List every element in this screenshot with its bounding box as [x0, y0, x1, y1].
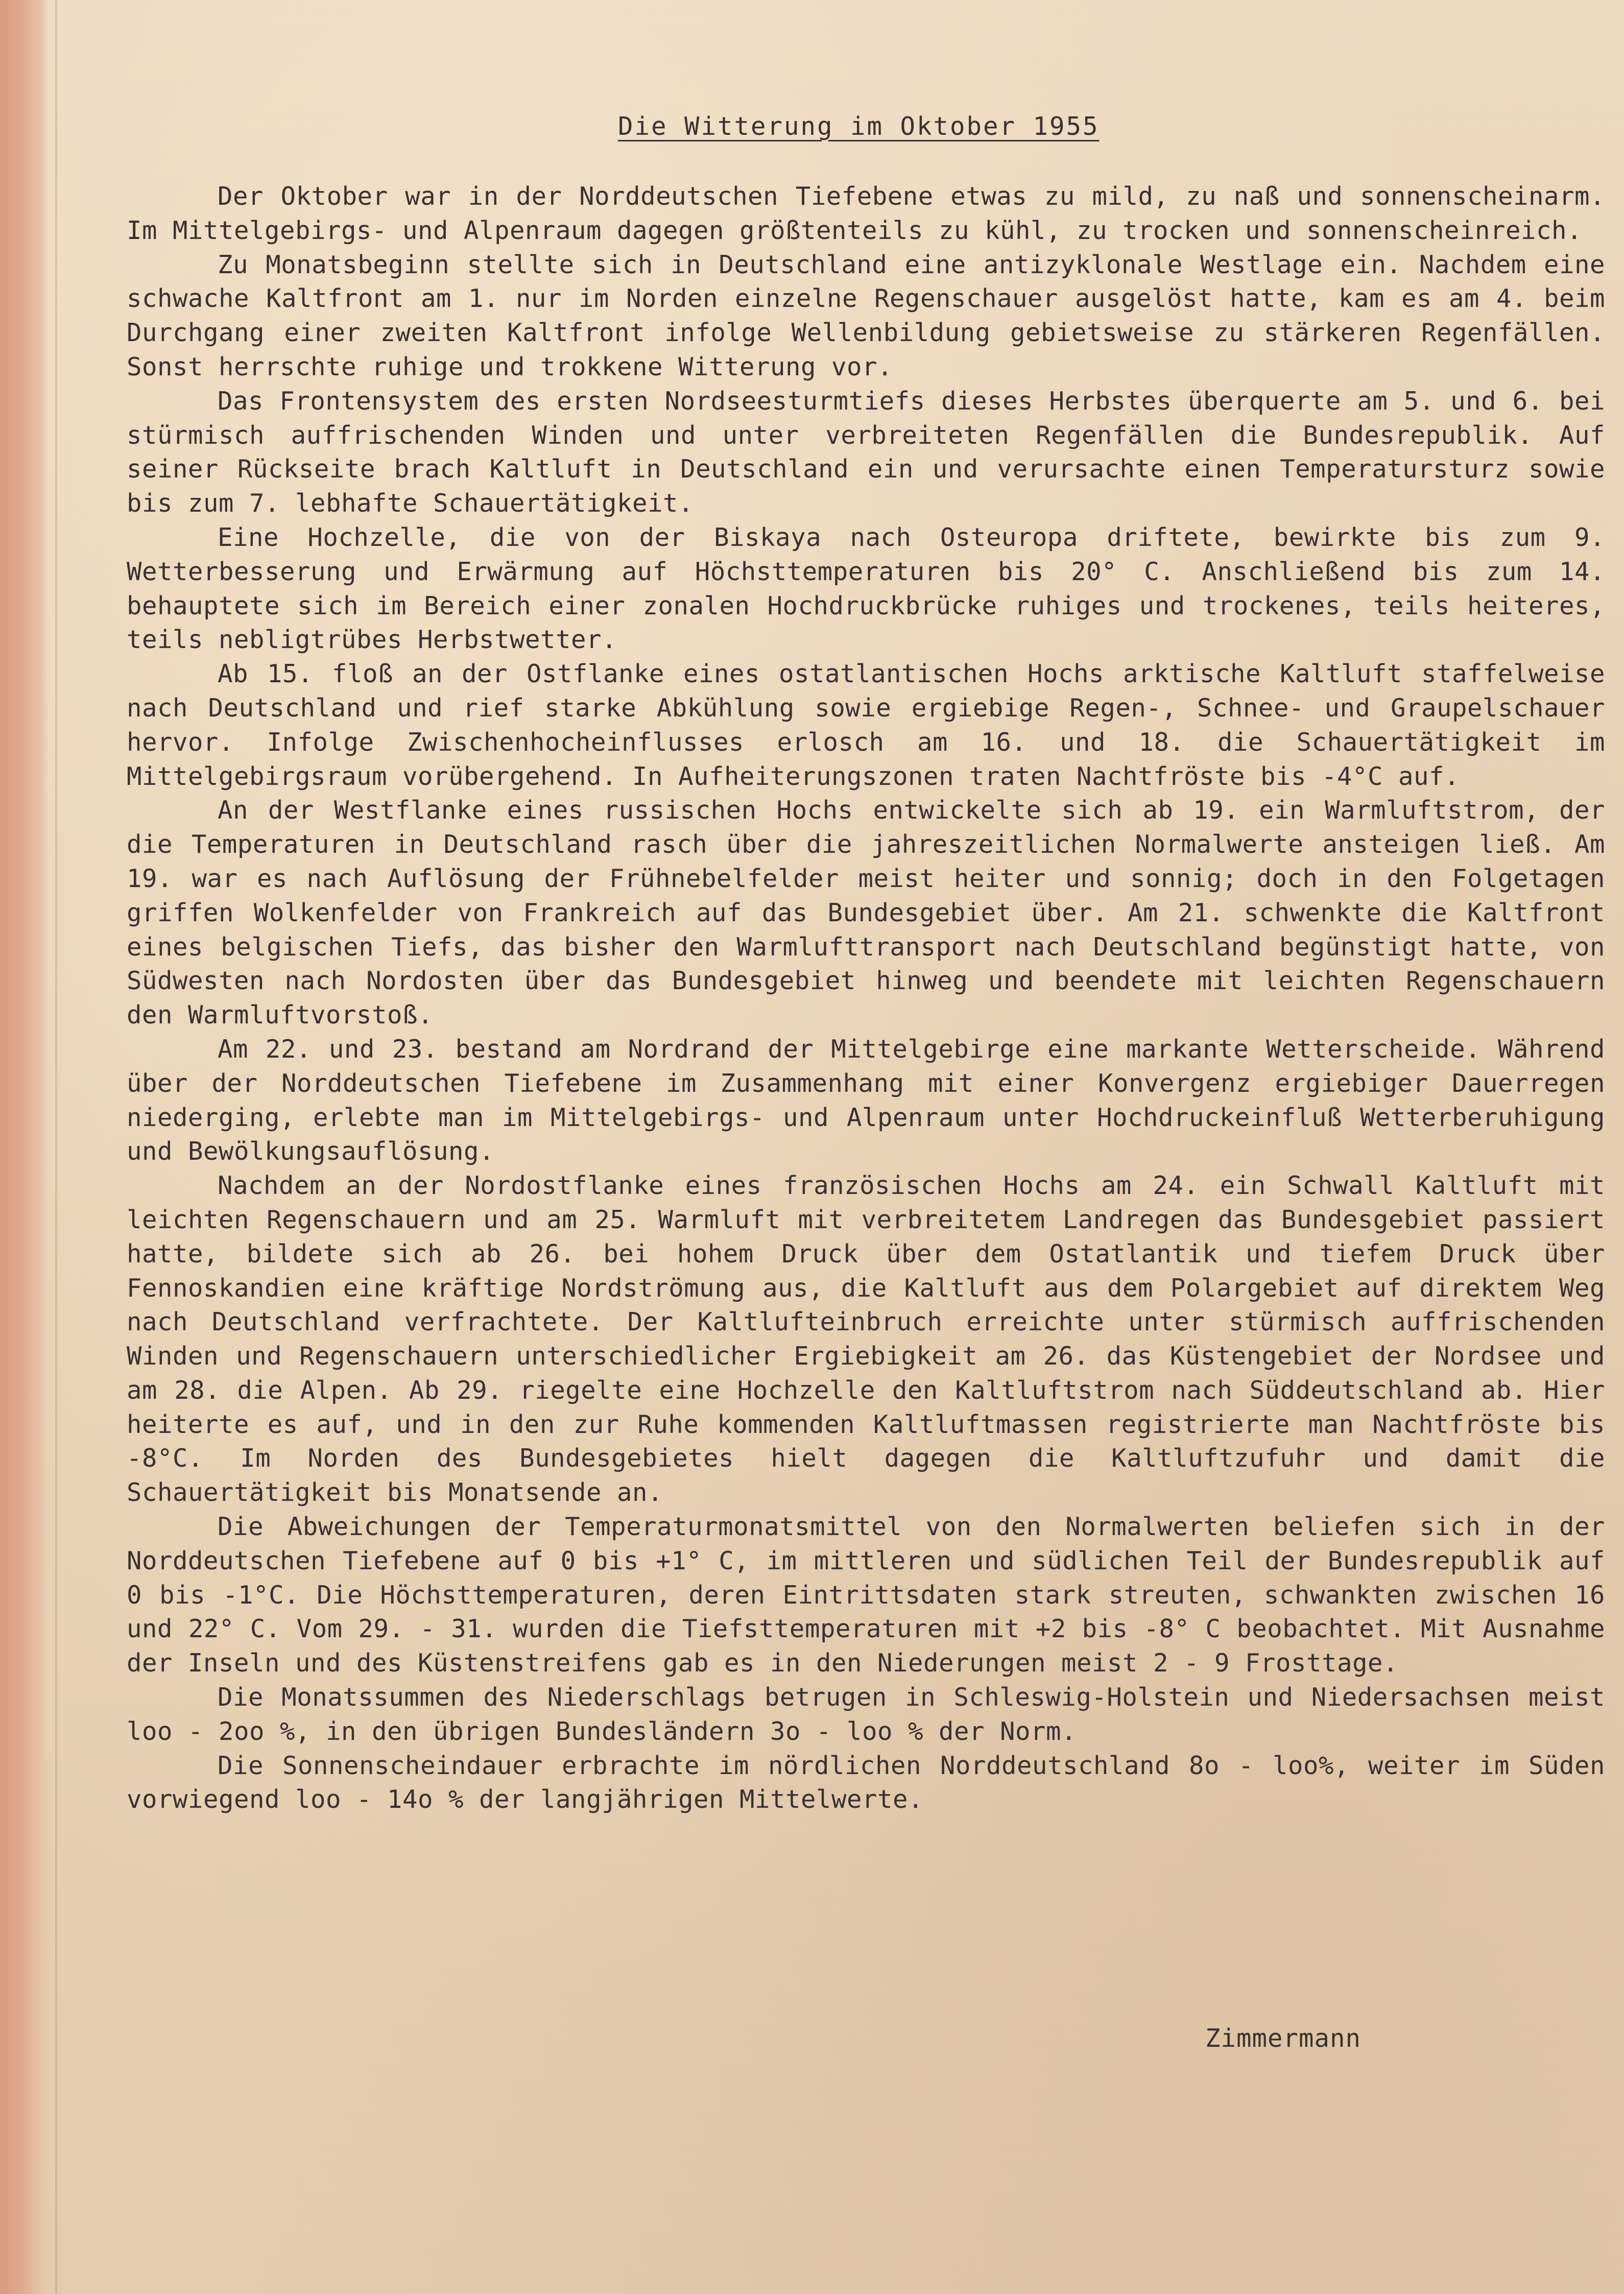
paragraph-warm-air: An der Westflanke eines russischen Hochs entwickelte sich ab 19. ein Warmluftstrom, der die Temperaturen in Deutschland rasch über die jahreszeitlichen Normalwerte ansteigen ließ. Am 19. war es nach Auflösung der Frühnebelfelder meist heiter und sonnig; doch in den Folgetagen griffen Wolkenfelder von Frankreich auf das Bundesgebiet über. Am 21. schwenkte die Kaltfront eines belgischen Tiefs, das bisher den Warmlufttransport nach Deutschland begünstigt hatte, von Südwesten nach Nordosten über das Bundesgebiet hinweg und beendete mit leichten Regenschauern den Warmluftvorstoß. [127, 796, 1605, 1030]
paragraph-frontal-system: Das Frontensystem des ersten Nordseesturmtiefs dieses Herbstes überquerte am 5. und 6. bei stürmisch auffrischenden Winden und unter verbreiteten Regenfällen die Bundesrepublik. Auf seiner Rückseite brach Kaltluft in Deutschland ein und verursachte einen Temperatursturz sowie bis zum 7. lebhafte Schauertätigkeit. [127, 386, 1605, 518]
paragraph-precipitation: Die Monatssummen des Niederschlags betrugen in Schleswig-Holstein und Niedersachsen meist loo - 2oo %, in den übrigen Bundesländern 3o - loo % der Norm. [127, 1683, 1605, 1746]
paragraph-sunshine: Die Sonnenscheindauer erbrachte im nördlichen Norddeutschland 8o - loo%, weiter im Süden vorwiegend loo - 14o % der langjährigen Mittelwerte. [127, 1751, 1605, 1814]
author-signature: Zimmermann [1205, 2024, 1362, 2053]
paragraph-high-cell: Eine Hochzelle, die von der Biskaya nach Osteuropa driftete, bewirkte bis zum 9. Wetterbesserung und Erwärmung auf Höchsttemperaturen bis 20° C. Anschließend bis zum 14. behauptete sich im Bereich einer zonalen Hochdruckbrücke ruhiges und trockenes, teils heiteres, teils nebligtrübes Herbstwetter. [127, 522, 1605, 655]
document-title: Die Witterung im Oktober 1955 [618, 112, 1100, 141]
page-fold-line [55, 0, 57, 2294]
paragraph-temperature-deviation: Die Abweichungen der Temperaturmonatsmittel von den Normalwerten beliefen sich in der Norddeutschen Tiefebene auf 0 bis +1° C, im mittleren und südlichen Teil der Bundesrepublik auf 0 bis -1°C. Die Höchsttemperaturen, deren Eintrittsdaten stark streuten, schwankten zwischen 16 und 22° C. Vom 29. - 31. wurden die Tiefsttemperaturen mit +2 bis -8° C beobachtet. Mit Ausnahme der Inseln und des Küstenstreifens gab es in den Niederungen meist 2 - 9 Frosttage. [127, 1512, 1605, 1678]
paragraph-weather-divide: Am 22. und 23. bestand am Nordrand der Mittelgebirge eine markante Wetterscheide. Während über der Norddeutschen Tiefebene im Zusammenhang mit einer Konvergenz ergiebiger Dauerregen niederging, erlebte man im Mittelgebirgs- und Alpenraum unter Hochdruckeinfluß Wetterberuhigung und Bewölkungsauflösung. [127, 1034, 1605, 1166]
paragraph-arctic-air: Ab 15. floß an der Ostflanke eines ostatlantischen Hochs arktische Kaltluft staffelweise nach Deutschland und rief starke Abkühlung sowie ergiebige Regen-, Schnee- und Graupelschauer hervor. Infolge Zwischenhocheinflusses erlosch am 16. und 18. die Schauertätigkeit im Mittelgebirgsraum vorübergehend. In Aufheiterungszonen traten Nachtfröste bis -4°C auf. [127, 659, 1605, 791]
paragraph-summary: Der Oktober war in der Norddeutschen Tiefebene etwas zu mild, zu naß und sonnenscheinarm. Im Mittelgebirgs- und Alpenraum dagegen größtenteils zu kühl, zu trocken und sonnenscheinreich. [127, 182, 1605, 245]
page-edge-stain [0, 0, 49, 2294]
paragraph-month-start: Zu Monatsbeginn stellte sich in Deutschland eine antizyklonale Westlage ein. Nachdem eine schwache Kaltfront am 1. nur im Norden einzelne Regenschauer ausgelöst hatte, kam es am 4. beim Durchgang einer zweiten Kaltfront infolge Wellenbildung gebietsweise zu stärkeren Regenfällen. Sonst herrschte ruhige und trokkene Witterung vor. [127, 250, 1605, 381]
document-body [127, 180, 1605, 1817]
paragraph-cold-outbreak: Nachdem an der Nordostflanke eines französischen Hochs am 24. ein Schwall Kaltluft mit leichten Regenschauern und am 25. Warmluft mit verbreitetem Landregen das Bundesgebiet passiert hatte, bildete sich ab 26. bei hohem Druck über dem Ostatlantik und tiefem Druck über Fennoskandien eine kräftige Nordströmung aus, die Kaltluft aus dem Polargebiet auf direktem Weg nach Deutschland verfrachtete. Der Kaltlufteinbruch erreichte unter stürmisch auffrischenden Winden und Regenschauern unterschiedlicher Ergiebigkeit am 26. das Küstengebiet der Nordsee und am 28. die Alpen. Ab 29. riegelte eine Hochzelle den Kaltluftstrom nach Süddeutschland ab. Hier heiterte es auf, und in den zur Ruhe kommenden Kaltluftmassen registrierte man Nachtfröste bis -8°C. Im Norden des Bundesgebietes hielt dagegen die Kaltluftzufuhr und damit die Schauertätigkeit bis Monatsende an. [127, 1171, 1605, 1508]
